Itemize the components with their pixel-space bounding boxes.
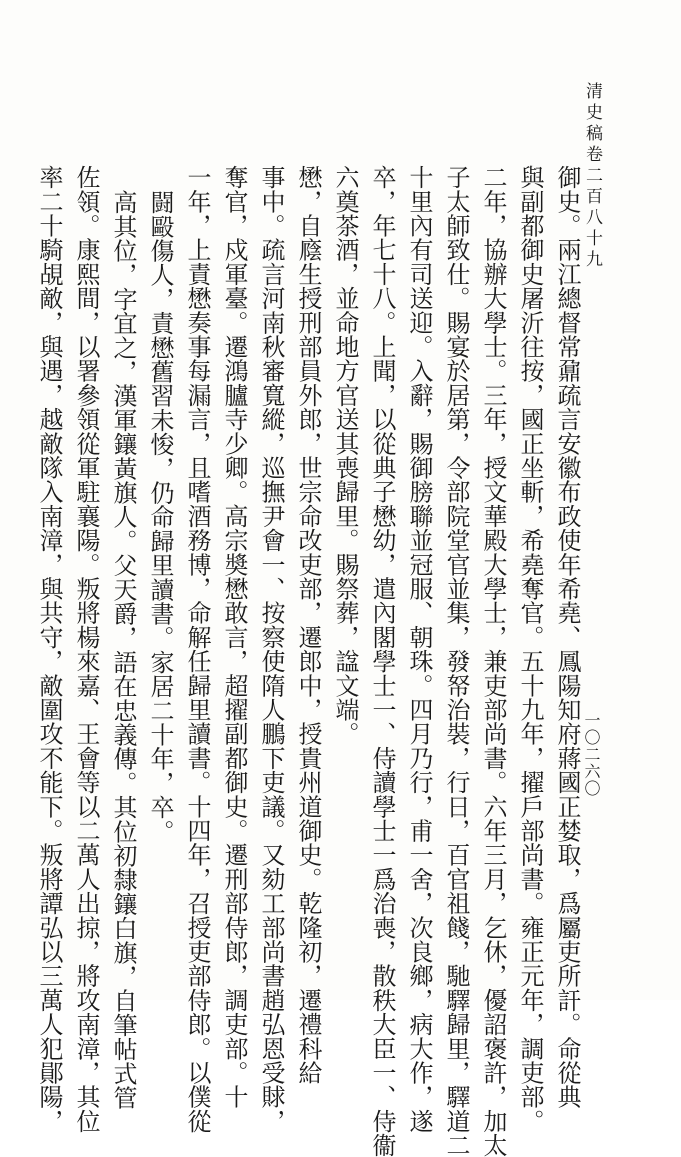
text-column-5: 十里內有司送迎。入辭，賜御膀聯並冠服、朝珠。四月乃行，甫一舍，次良鄉，病大作，遂	[405, 165, 433, 1133]
text-column-12: 闘毆傷人，責懋舊習未悛，仍命歸里讀書。家居二十年，卒。	[146, 190, 174, 844]
text-column-9: 事中。疏言河南秋審寬縱，巡撫尹會一、按察使隋人鵬下吏議。又劾工部尚書趙弘恩受賕，	[257, 165, 285, 1133]
text-column-10: 奪官，戍軍臺。遷鴻臚寺少卿。高宗奬懋敢言，超擢副都御史。遷刑部侍郎，調吏部。十	[220, 165, 248, 1109]
text-column-13: 高其位，字宜之，漢軍鑲黃旗人。父天爵，語在忠義傳。其位初隸鑲白旗，自筆帖式管	[109, 190, 137, 1110]
text-column-1: 御史。兩江總督常鼐疏言安徽布政使年希堯、鳳陽知府蔣國正婪取，爲屬吏所訐。命從典	[553, 165, 581, 1109]
text-column-15: 率二十騎覘敵，與遇，越敵隊入南漳，與共守，敵圍攻不能下。叛將譚弘以三萬人犯鄖陽，	[35, 165, 63, 1133]
text-column-8: 懋，自廕生授刑部員外郎，世宗命改吏部，遷郎中，授貴州道御史。乾隆初，遷禮科給	[294, 165, 322, 1085]
page-number: 一〇二六〇	[582, 712, 601, 797]
text-column-11: 一年，上責懋奏事每漏言，且嗜酒務博，命解任歸里讀書。十四年，召授吏部侍郎。以僕從	[183, 165, 211, 1133]
text-column-7: 六奠茶酒，並命地方官送其喪歸里。賜祭葬，諡文端。	[331, 165, 359, 746]
text-column-4: 子太師致仕。賜宴於居第，令部院堂官並集，發帑治裝，行日，百官祖餞，馳驛歸里，驛道二	[442, 165, 470, 1157]
text-column-2: 與副都御史屠沂往按，國正坐斬，希堯奪官。五十九年，擢戶部尚書。雍正元年，調吏部。	[516, 165, 544, 1133]
text-column-6: 卒，年七十八。上聞，以從典子懋幼，遣內閣學士一、侍讀學士一爲治喪，散秩大臣一、侍衞	[368, 165, 396, 1157]
text-column-3: 二年，協辦大學士。三年，授文華殿大學士，兼吏部尚書。六年三月，乞休，優詔褒許，加太	[479, 165, 507, 1157]
running-header-title: 清史稿卷二百八十九	[582, 82, 602, 271]
text-column-14: 佐領。康熙間，以署參領從軍駐襄陽。叛將楊來嘉、王會等以二萬人出掠，將攻南漳，其位	[72, 165, 100, 1133]
